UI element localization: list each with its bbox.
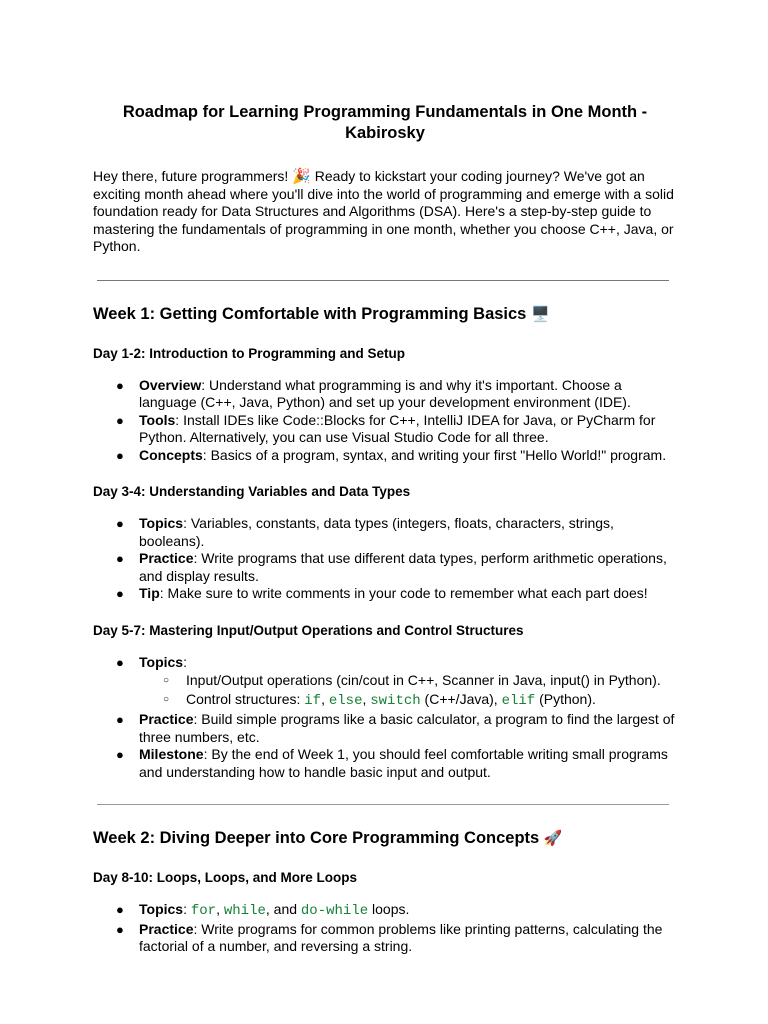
sub-item-text: Control structures:	[186, 691, 305, 707]
item-label: Tip	[139, 585, 160, 601]
list-item	[93, 550, 677, 585]
day-3-4-list	[93, 515, 677, 603]
item-text: :	[183, 901, 191, 917]
item-label: Topics	[139, 515, 184, 531]
list-item	[93, 921, 677, 956]
bullet-icon: ●	[116, 447, 124, 463]
sub-list-item	[139, 671, 677, 690]
item-label: Topics	[139, 901, 184, 917]
topics-sublist	[139, 671, 677, 711]
bullet-icon: ●	[116, 412, 124, 428]
bullet-icon: ●	[116, 586, 124, 601]
intro-text-start: Hey there, future programmers!	[93, 168, 293, 184]
day-5-7-heading: Day 5-7: Mastering Input/Output Operations and Control Structures	[93, 622, 524, 638]
bullet-icon: ●	[116, 712, 124, 727]
code-keyword: switch	[370, 693, 421, 709]
desktop-computer-icon: 🖥️	[530, 305, 550, 323]
code-keyword: do-while	[300, 903, 369, 919]
separator: , and	[265, 901, 301, 917]
circle-bullet-icon: ○	[163, 694, 170, 705]
sub-list-item	[139, 690, 677, 711]
item-label: Practice	[139, 711, 194, 727]
sub-item-text: Input/Output operations (cin/cout in C++, Scanner in Java, input() in Python).	[186, 672, 661, 688]
week-2-heading	[93, 827, 677, 850]
code-keyword: else	[328, 693, 363, 709]
list-item	[93, 746, 677, 781]
list-item	[93, 447, 677, 465]
item-text: : Basics of a program, syntax, and writing your first "Hello World!" program.	[202, 446, 667, 463]
item-text: : By the end of Week 1, you should feel comfortable writing small programs and understanding how to handle basic input and output.	[139, 746, 668, 780]
code-keyword: elif	[501, 693, 536, 709]
item-label: Tools	[139, 411, 176, 428]
day-8-10-heading: Day 8-10: Loops, Loops, and More Loops	[93, 870, 358, 885]
separator: ,	[362, 691, 371, 707]
document-body	[93, 102, 677, 956]
list-item	[93, 901, 677, 921]
day-5-7-list	[93, 654, 677, 782]
bullet-icon: ●	[116, 902, 124, 917]
section-divider	[97, 280, 669, 281]
item-text: loops.	[368, 901, 410, 917]
list-item	[93, 711, 677, 746]
section-divider	[97, 804, 669, 805]
item-text: : Write programs for common problems like printing patterns, calculating the factorial of a number, and reversing a string.	[139, 920, 663, 954]
document-title: Roadmap for Learning Programming Fundamentals in One Month - Kabirosky	[122, 103, 648, 142]
sub-item-text: (C++/Java),	[420, 691, 502, 707]
rocket-icon: 🚀	[543, 830, 563, 847]
day-8-10-list	[93, 901, 677, 956]
list-item	[93, 515, 677, 550]
day-3-4-heading: Day 3-4: Understanding Variables and Data Types	[93, 484, 411, 499]
bullet-icon: ●	[116, 377, 124, 393]
list-item	[93, 585, 677, 603]
sub-item-text: (Python).	[535, 691, 596, 707]
circle-bullet-icon: ○	[163, 675, 170, 686]
bullet-icon: ●	[116, 654, 124, 670]
list-item	[93, 654, 677, 712]
item-text: : Write programs that use different data types, perform arithmetic operations, and display results.	[139, 550, 667, 584]
week-2-title: Week 2: Diving Deeper into Core Programming Concepts	[93, 829, 544, 847]
bullet-icon: ●	[116, 551, 124, 566]
separator: ,	[321, 691, 329, 707]
item-label: Practice	[139, 920, 194, 937]
item-label: Milestone	[139, 746, 204, 762]
code-keyword: while	[223, 903, 266, 919]
bullet-icon: ●	[116, 516, 124, 531]
week-1-heading	[93, 303, 677, 326]
week-1-title: Week 1: Getting Comfortable with Programming Basics	[93, 304, 531, 323]
item-label: Topics	[139, 653, 184, 670]
list-item	[93, 377, 677, 412]
item-label: Concepts	[139, 446, 203, 463]
item-text: :	[183, 653, 187, 670]
code-keyword: if	[304, 693, 322, 709]
intro-paragraph	[93, 168, 677, 256]
item-text: : Build simple programs like a basic calculator, a program to find the largest of three numbers, etc.	[139, 711, 675, 745]
code-keyword: for	[190, 903, 217, 919]
item-label: Practice	[139, 550, 194, 566]
list-item	[93, 412, 677, 447]
item-text: : Understand what programming is and why it's important. Choose a language (C++, Java, Python) and set up your development environment (IDE).	[139, 376, 631, 410]
bullet-icon: ●	[116, 747, 124, 762]
item-text: : Install IDEs like Code::Blocks for C++, IntelliJ IDEA for Java, or PyCharm for Python. Alternatively, you can use Visual Studio Code for all three.	[139, 411, 656, 445]
item-label: Overview	[139, 376, 202, 393]
item-text: : Make sure to write comments in your code to remember what each part does!	[159, 585, 648, 601]
bullet-icon: ●	[116, 921, 124, 937]
item-text: : Variables, constants, data types (integers, floats, characters, strings, booleans).	[139, 515, 614, 549]
party-popper-icon: 🎉	[292, 168, 311, 185]
intro-text-rest: Ready to kickstart your coding journey? We've got an exciting month ahead where you'll dive into the world of programming and emerge with a solid foundation ready for Data Structures and Algorithms (DSA). Here's a step-by-step guide to mastering the fundamentals of programming in one month, whether you choose C++, Java, or Python.	[93, 168, 674, 254]
separator: ,	[216, 901, 224, 917]
day-1-2-heading: Day 1-2: Introduction to Programming and Setup	[93, 345, 406, 361]
day-1-2-list	[93, 377, 677, 465]
